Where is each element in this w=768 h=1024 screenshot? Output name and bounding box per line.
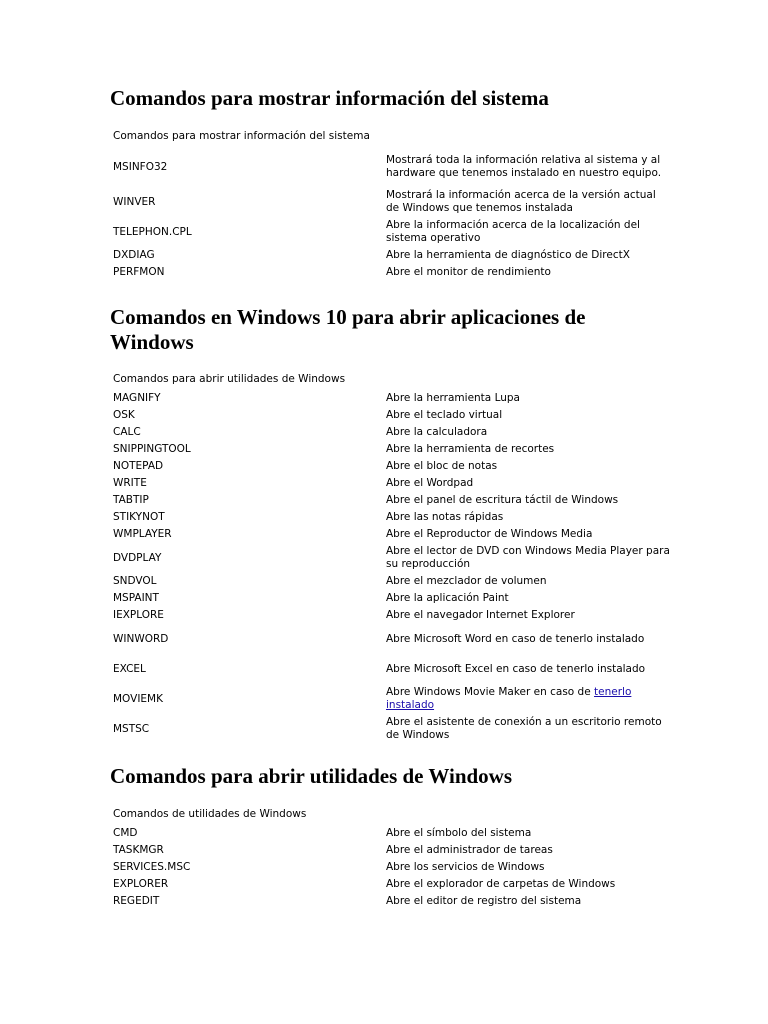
- command-cell: NOTEPAD: [113, 460, 164, 472]
- description-cell: Abre el navegador Internet Explorer: [386, 609, 575, 621]
- command-cell: MSINFO32: [113, 160, 168, 173]
- description-cell: Abre el administrador de tareas: [386, 844, 553, 856]
- command-cell: MOVIEMK: [113, 692, 163, 705]
- table-row: [113, 607, 673, 624]
- command-cell: SNDVOL: [113, 575, 157, 587]
- section-title-windows-apps: Comandos en Windows 10 para abrir aplicaciones de Windows: [110, 305, 586, 354]
- table-row: [113, 492, 673, 509]
- table-row: [113, 147, 673, 187]
- table-row: [113, 217, 673, 247]
- section-title-system-info: Comandos para mostrar información del sistema: [110, 86, 549, 110]
- command-cell: WMPLAYER: [113, 528, 172, 540]
- description-cell: Abre el Wordpad: [386, 477, 474, 489]
- table-row: [113, 893, 673, 910]
- table-caption: Comandos de utilidades de Windows: [113, 808, 307, 820]
- table-row: [113, 424, 673, 441]
- command-cell: CALC: [113, 426, 141, 438]
- command-cell: IEXPLORE: [113, 609, 164, 621]
- description-cell: Abre Microsoft Word en caso de tenerlo instalado: [386, 632, 645, 645]
- command-cell: MSTSC: [113, 722, 150, 735]
- description-cell: Abre el editor de registro del sistema: [386, 895, 582, 907]
- command-cell: SERVICES.MSC: [113, 861, 191, 873]
- table-row: [113, 264, 673, 281]
- command-cell: SNIPPINGTOOL: [113, 443, 191, 455]
- table-caption: Comandos para abrir utilidades de Windows: [113, 373, 346, 385]
- command-cell: DXDIAG: [113, 249, 155, 261]
- description-cell: Abre las notas rápidas: [386, 511, 504, 523]
- description-cell: Abre la herramienta de recortes: [386, 443, 555, 455]
- table-row: [113, 714, 673, 744]
- description-text: Abre Windows Movie Maker en caso de: [386, 686, 595, 698]
- command-cell: PERFMON: [113, 266, 165, 278]
- command-cell: MSPAINT: [113, 592, 159, 604]
- table-row: [113, 684, 673, 714]
- table-row: [113, 876, 673, 893]
- table-row: [113, 825, 673, 842]
- description-cell: Abre la información acerca de la localización del sistema operativo: [386, 219, 640, 244]
- command-cell: DVDPLAY: [113, 551, 162, 564]
- description-cell: Abre el mezclador de volumen: [386, 575, 547, 587]
- command-cell: EXCEL: [113, 662, 146, 675]
- description-cell: Mostrará la información acerca de la versión actual de Windows que tenemos instalada: [386, 189, 656, 214]
- command-cell: TELEPHON.CPL: [113, 225, 192, 238]
- description-cell: Abre el lector de DVD con Windows Media Player para su reproducción: [386, 545, 670, 570]
- description-cell: Abre la herramienta de diagnóstico de DirectX: [386, 249, 630, 261]
- table-row: [113, 859, 673, 876]
- table-caption: Comandos para mostrar información del sistema: [113, 130, 370, 142]
- description-cell: Abre el explorador de carpetas de Windows: [386, 878, 616, 890]
- table-row: [113, 247, 673, 264]
- description-cell: Abre el bloc de notas: [386, 460, 498, 472]
- description-cell: [386, 686, 671, 712]
- description-cell: Abre la herramienta Lupa: [386, 392, 520, 404]
- table-row: [113, 543, 673, 573]
- command-cell: WRITE: [113, 477, 147, 489]
- table-windows-utilities: [113, 808, 673, 910]
- description-cell: Abre la calculadora: [386, 426, 488, 438]
- description-cell: Abre el símbolo del sistema: [386, 827, 532, 839]
- description-cell: Mostrará toda la información relativa al sistema y al hardware que tenemos instalado en nuestro equipo.: [386, 154, 662, 179]
- tenerlo-instalado-link[interactable]: tenerlo instalado: [386, 686, 632, 711]
- description-cell: Abre el monitor de rendimiento: [386, 266, 551, 278]
- command-cell: EXPLORER: [113, 878, 169, 890]
- description-cell: Abre los servicios de Windows: [386, 861, 545, 873]
- table-row: [113, 654, 673, 684]
- table-row: [113, 573, 673, 590]
- command-cell: REGEDIT: [113, 895, 160, 907]
- table-row: [113, 526, 673, 543]
- table-system-info: [113, 130, 673, 281]
- table-row: [113, 187, 673, 217]
- command-cell: MAGNIFY: [113, 392, 161, 404]
- description-cell: Abre el asistente de conexión a un escritorio remoto de Windows: [386, 716, 662, 741]
- table-row: [113, 590, 673, 607]
- command-cell: OSK: [113, 409, 135, 421]
- command-cell: TABTIP: [113, 494, 149, 506]
- description-cell: Abre la aplicación Paint: [386, 592, 509, 604]
- section-title-windows-utilities: Comandos para abrir utilidades de Windows: [110, 764, 513, 788]
- description-cell: Abre el teclado virtual: [386, 409, 503, 421]
- command-cell: STIKYNOT: [113, 511, 165, 523]
- table-row: [113, 475, 673, 492]
- description-cell: Abre Microsoft Excel en caso de tenerlo instalado: [386, 662, 646, 675]
- command-cell: CMD: [113, 827, 138, 839]
- table-row: [113, 624, 673, 654]
- command-cell: WINWORD: [113, 632, 169, 645]
- table-row: [113, 458, 673, 475]
- table-windows-apps: [113, 373, 673, 744]
- table-row: [113, 441, 673, 458]
- table-row: [113, 390, 673, 407]
- command-cell: TASKMGR: [113, 844, 164, 856]
- description-cell: Abre el panel de escritura táctil de Windows: [386, 494, 619, 506]
- table-row: [113, 407, 673, 424]
- description-cell: Abre el Reproductor de Windows Media: [386, 528, 593, 540]
- command-cell: WINVER: [113, 195, 156, 208]
- table-row: [113, 842, 673, 859]
- table-row: [113, 509, 673, 526]
